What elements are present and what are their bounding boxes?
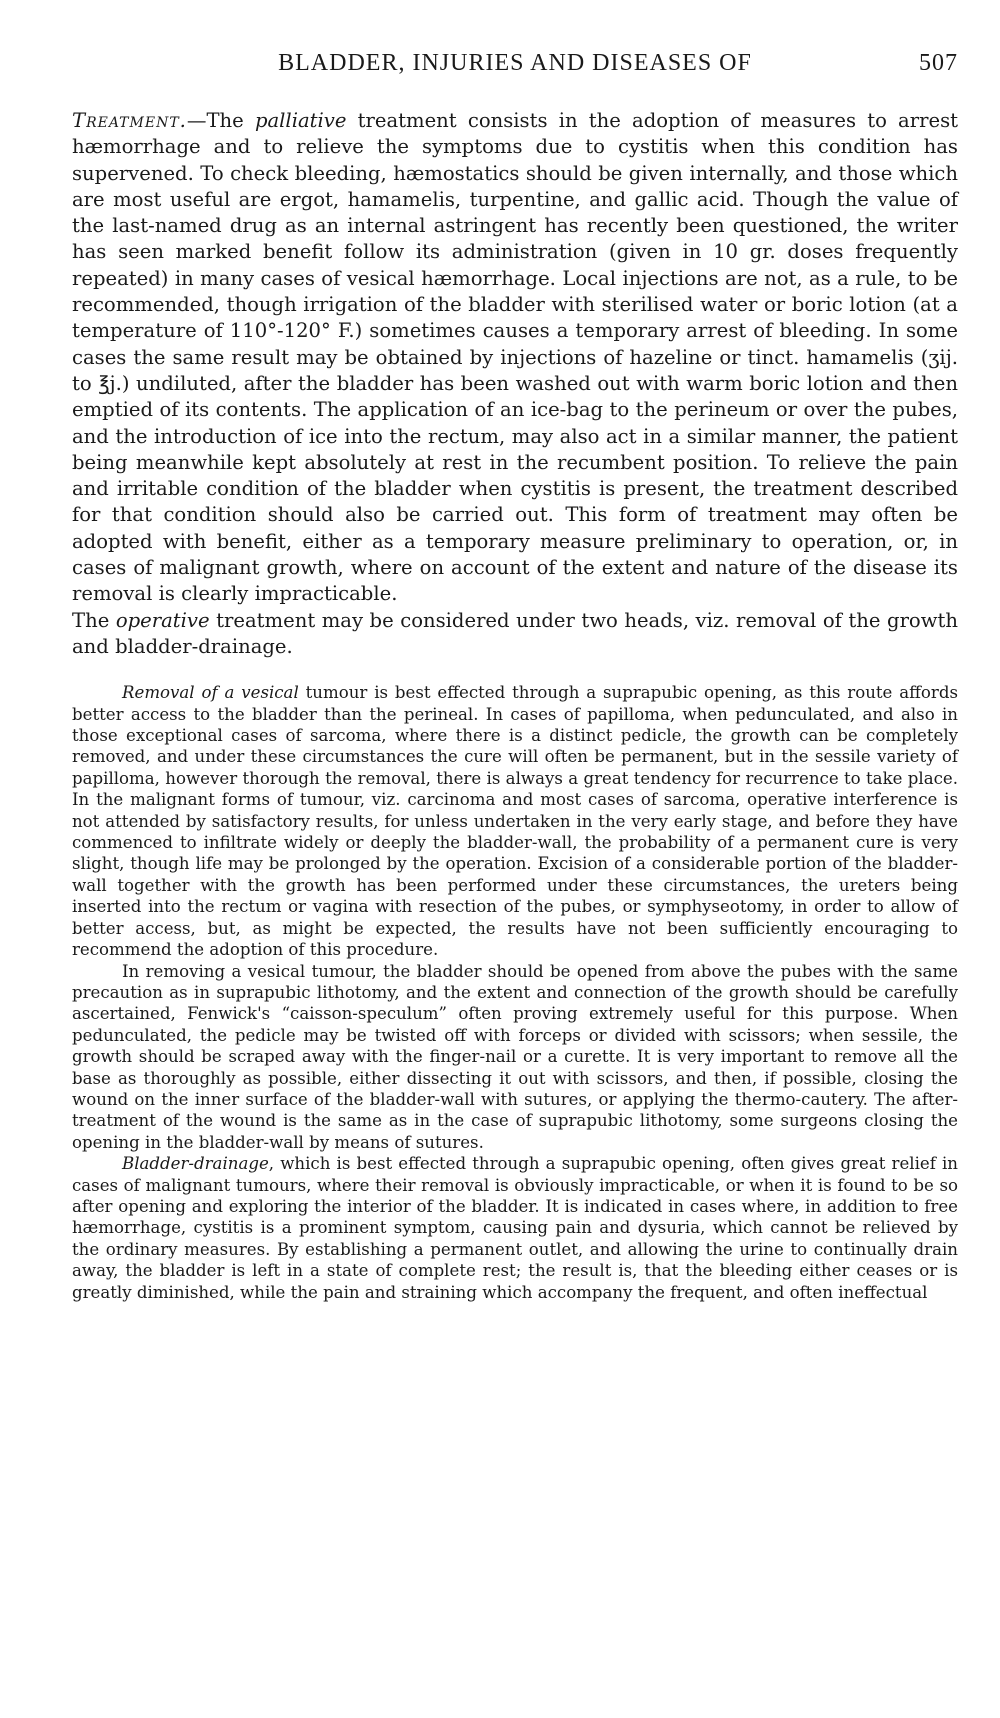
treatment-paragraph-palliative	[72, 108, 958, 608]
page-number: 507	[919, 50, 958, 76]
drainage-paragraph	[72, 1153, 958, 1303]
page	[72, 50, 958, 1303]
emphasis-drainage: Bladder-drainage	[122, 1154, 269, 1174]
treatment-section	[72, 108, 958, 660]
running-title: BLADDER, INJURIES AND DISEASES OF	[278, 50, 752, 76]
running-header	[72, 50, 958, 90]
text-run: —The	[186, 109, 255, 132]
emphasis-palliative: palliative	[254, 109, 347, 132]
treatment-paragraph-operative	[72, 608, 958, 661]
text-run: The	[72, 608, 116, 632]
treatment-label: Treatment.	[72, 109, 187, 132]
removal-paragraph-1	[72, 682, 958, 960]
removal-section	[72, 682, 958, 1303]
text-run: treatment may be considered under two heads, viz. removal of the growth and bladder-drainage.	[72, 608, 958, 658]
emphasis-operative: operative	[115, 608, 210, 632]
removal-paragraph-2: In removing a vesical tumour, the bladder should be opened from above the pubes with the same precaution as in suprapubic lithotomy, and the extent and connection of the growth should be carefully ascertained, Fenwick's “caisson-speculum” often proving extremely useful for this purpose. When pedunculated, the pedicle may be twisted off with forceps or divided with scissors; when sessile, the growth should be scraped away with the finger-nail or a curette. It is very important to remove all the base as thoroughly as possible, either dissecting it out with scissors, and then, if possible, closing the wound on the inner surface of the bladder-wall with sutures, or applying the thermo-cautery. The after-treatment of the wound is the same as in the case of suprapubic lithotomy, some surgeons closing the opening in the bladder-wall by means of sutures.	[72, 961, 958, 1152]
text-run: , which is best effected through a suprapubic opening, often gives great relief in cases of malignant tumours, where their removal is obviously impracticable, or when it is found to be so after opening and exploring the interior of the bladder. It is indicated in cases where, in addition to free hæmorrhage, cystitis is a prominent symptom, causing pain and dysuria, which cannot be relieved by the ordinary measures. By establishing a permanent outlet, and allowing the urine to continually drain away, the bladder is left in a state of complete rest; the result is, that the bleeding either ceases or is greatly diminished, while the pain and straining which accompany the frequent, and often ineffectual	[72, 1154, 958, 1302]
text-run: treatment consists in the adoption of measures to arrest hæmorrhage and to relieve the symptoms due to cystitis when this condition has supervened. To check bleeding, hæmostatics should be given internally, and those which are most useful are ergot, hamamelis, turpentine, and gallic acid. Though the value of the last-named drug as an internal astringent has recently been questioned, the writer has seen marked benefit follow its administration (given in 10 gr. doses frequently repeated) in many cases of vesical hæmorrhage. Local injections are not, as a rule, to be recommended, though irrigation of the bladder with sterilised water or boric lotion (at a temperature of 110°-120° F.) sometimes causes a temporary arrest of bleeding. In some cases the same result may be obtained by injections of hazeline or tinct. hamamelis (ʒij. to ℥j.) undiluted, after the bladder has been washed out with warm boric lotion and then emptied of its contents. The application of an ice-bag to the perineum or over the pubes, and the introduction of ice into the rectum, may also act in a similar manner, the patient being meanwhile kept absolutely at rest in the recumbent position. To relieve the pain and irritable condition of the bladder when cystitis is present, the treatment described for that condition should also be carried out. This form of treatment may often be adopted with benefit, either as a temporary measure preliminary to operation, or, in cases of malignant growth, where on account of the extent and nature of the disease its removal is clearly impracticable.	[72, 109, 958, 606]
emphasis-removal: Removal of a vesical	[122, 683, 299, 703]
text-run: tumour is best effected through a suprapubic opening, as this route affords better access to the bladder than the perineal. In cases of papilloma, when pedunculated, and also in those exceptional cases of sarcoma, where there is a distinct pedicle, the growth can be completely removed, and under these circumstances the cure will often be permanent, but in the sessile variety of papilloma, however thorough the removal, there is always a great tendency for recurrence to take place. In the malignant forms of tumour, viz. carcinoma and most cases of sarcoma, operative interference is not attended by satisfactory results, for unless undertaken in the very early stage, and before they have commenced to infiltrate widely or deeply the bladder-wall, the probability of a permanent cure is very slight, though life may be prolonged by the operation. Excision of a considerable portion of the bladder-wall together with the growth has been performed under these circumstances, the ureters being inserted into the rectum or vagina with resection of the pubes, or symphyseotomy, in order to allow of better access, but, as might be expected, the results have not been sufficiently encouraging to recommend the adoption of this procedure.	[72, 683, 958, 960]
